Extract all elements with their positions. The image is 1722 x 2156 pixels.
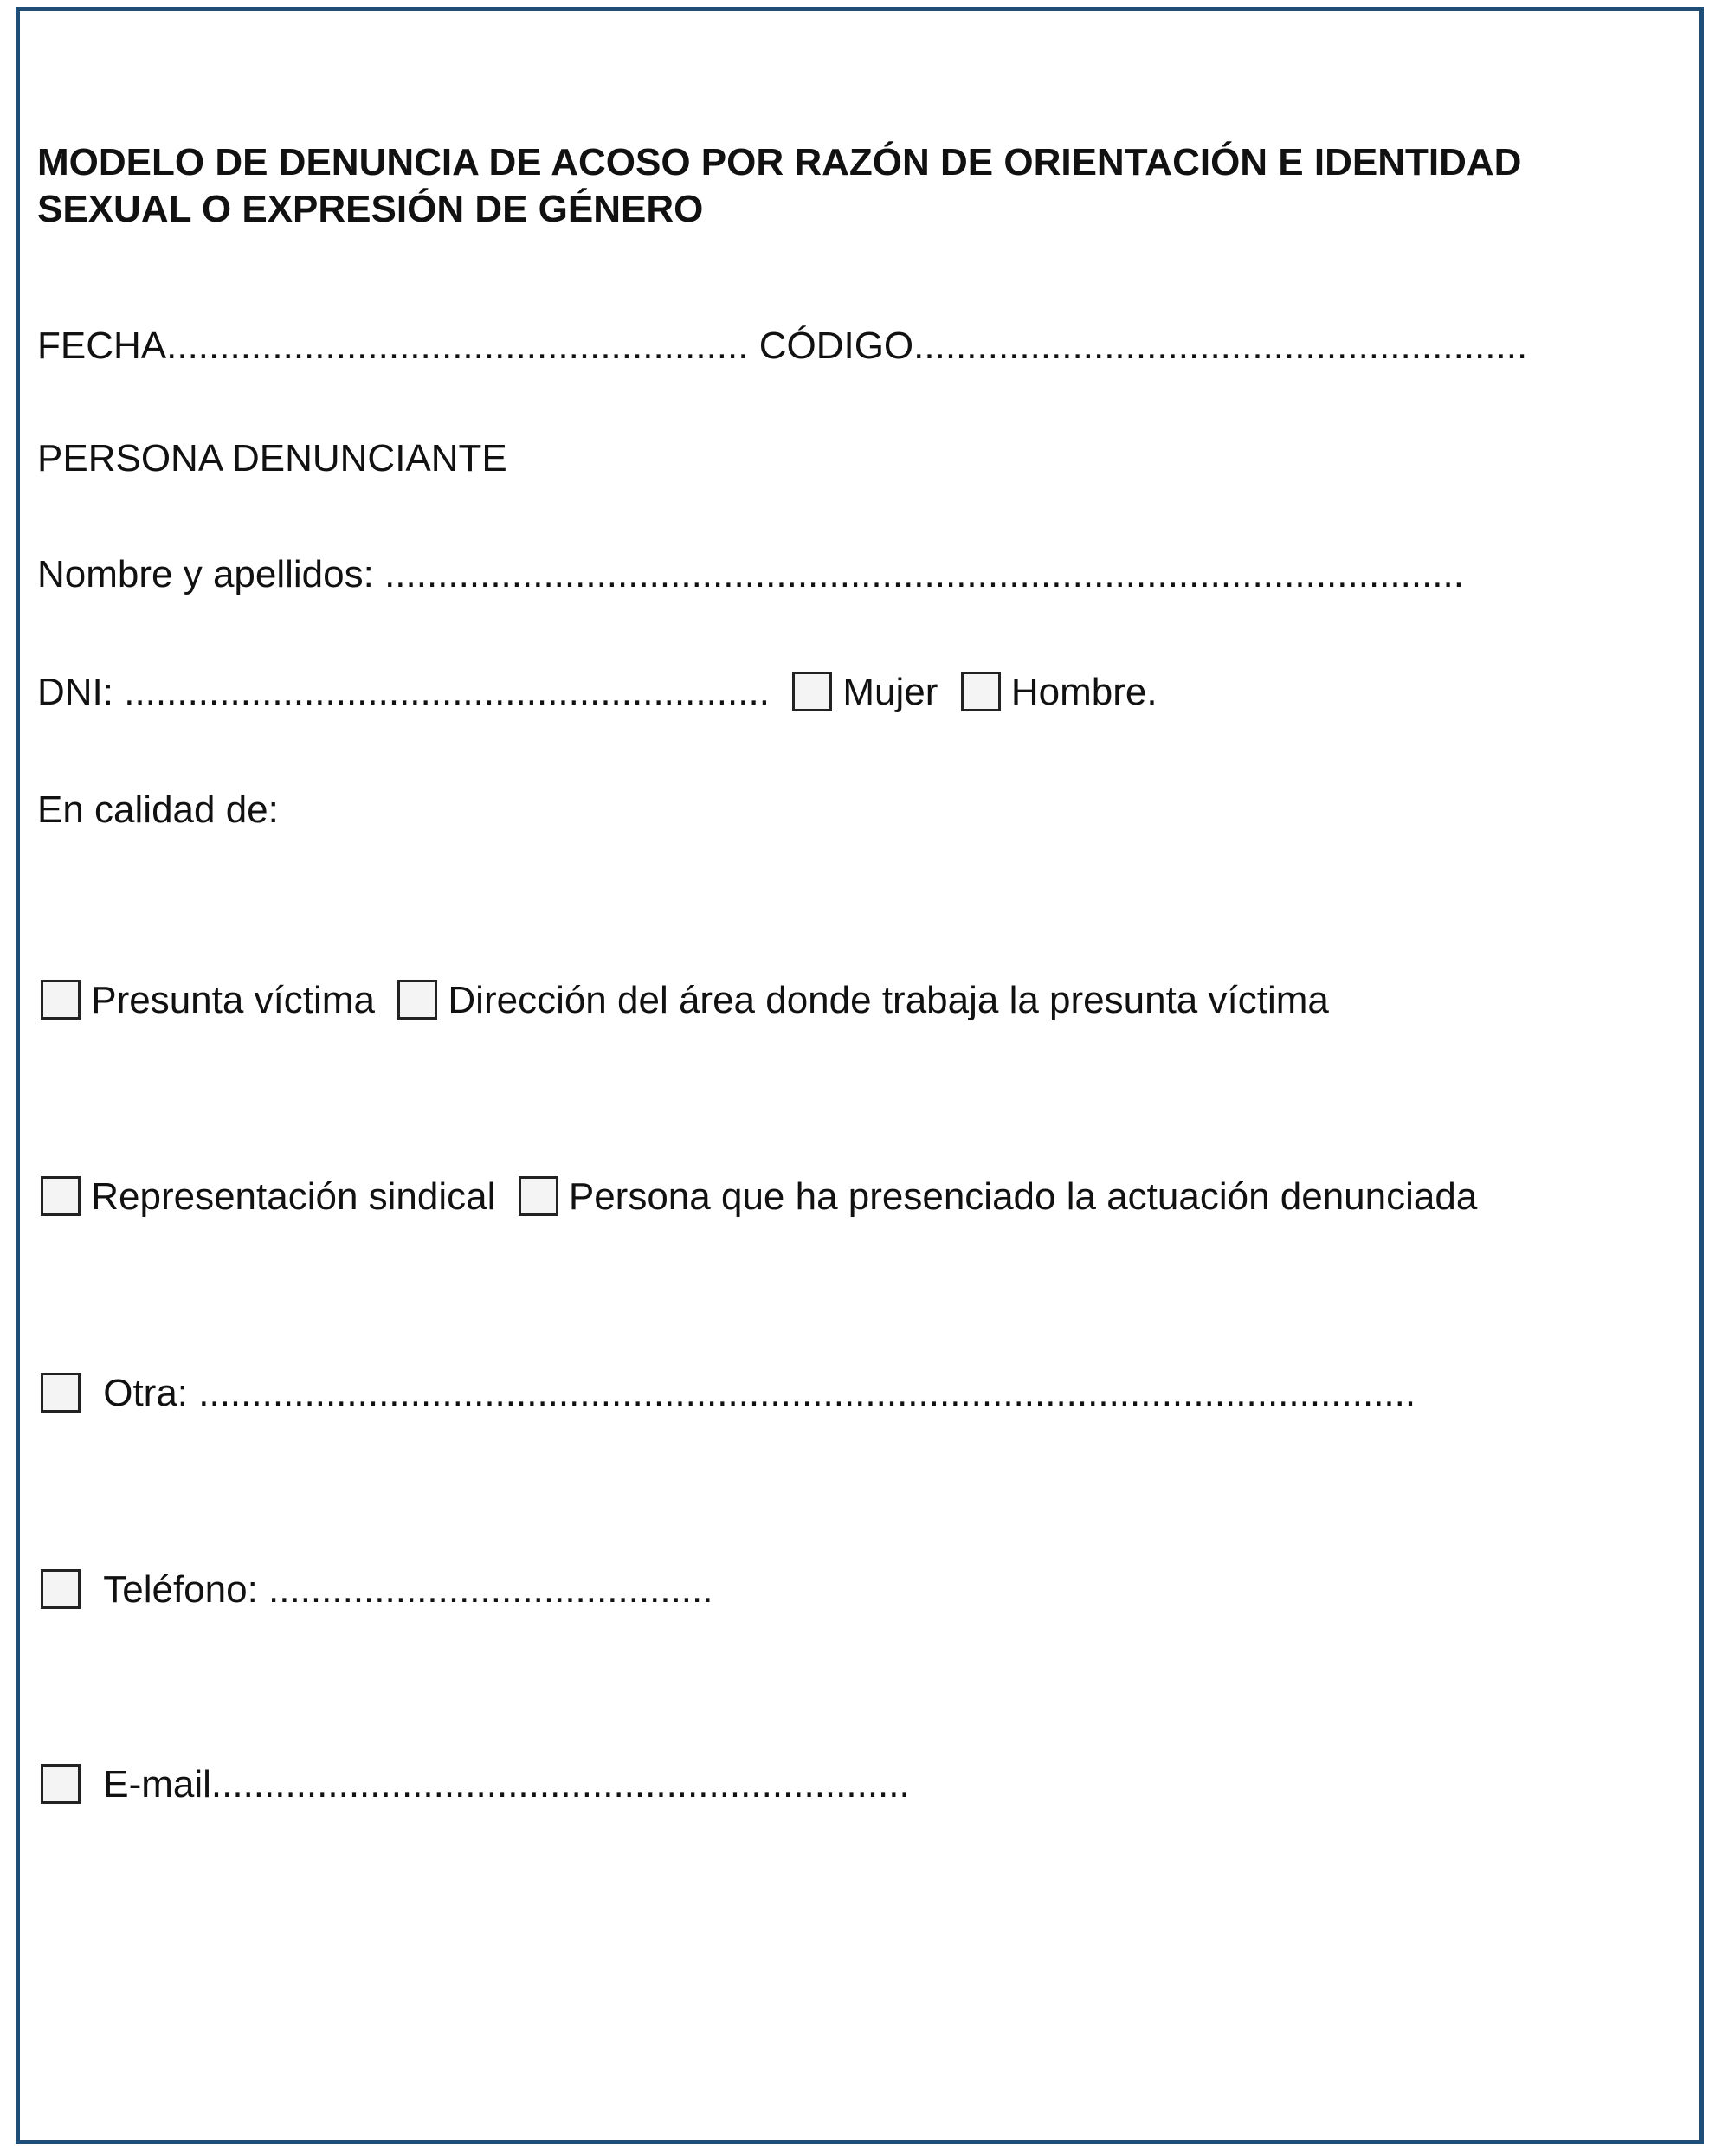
presunta-victima-checkbox[interactable] (41, 980, 81, 1020)
dni-row (37, 669, 1158, 716)
hombre-checkbox[interactable] (961, 672, 1001, 711)
form-frame (16, 7, 1704, 2144)
direccion-area-label: Dirección del área donde trabaja la presunta víctima (448, 979, 1329, 1021)
nombre-apellidos-field[interactable]: Nombre y apellidos: ...................................................................................................... (37, 553, 1464, 595)
form-title-line-2: SEXUAL O EXPRESIÓN DE GÉNERO (37, 188, 704, 230)
email-row (41, 1761, 910, 1808)
presunta-victima-label: Presunta víctima (91, 979, 375, 1021)
email-checkbox[interactable] (41, 1764, 81, 1804)
calidad-row-2 (41, 1174, 1477, 1220)
telefono-row (41, 1567, 713, 1613)
form-title (37, 139, 1682, 233)
otra-row (41, 1370, 1416, 1417)
otra-checkbox[interactable] (41, 1373, 81, 1413)
en-calidad-label: En calidad de: (37, 788, 279, 831)
mujer-label: Mujer (842, 671, 938, 713)
telefono-checkbox[interactable] (41, 1569, 81, 1609)
email-field[interactable]: E-mail.................................................................. (103, 1763, 910, 1805)
mujer-checkbox[interactable] (792, 672, 832, 711)
otra-field[interactable]: Otra: ................................................................................................................... (103, 1372, 1416, 1414)
hombre-label: Hombre. (1010, 671, 1158, 713)
form-title-line-1: MODELO DE DENUNCIA DE ACOSO POR RAZÓN DE ORIENTACIÓN E IDENTIDAD (37, 141, 1522, 183)
representacion-sindical-checkbox[interactable] (41, 1176, 81, 1216)
representacion-sindical-label: Representación sindical (91, 1175, 496, 1218)
persona-presenciado-checkbox[interactable] (519, 1176, 558, 1216)
telefono-field[interactable]: Teléfono: .......................................... (103, 1568, 713, 1611)
dni-field[interactable]: DNI: ............................................................. (37, 671, 770, 713)
calidad-row-1 (41, 977, 1329, 1024)
persona-presenciado-label: Persona que ha presenciado la actuación denunciada (568, 1175, 1478, 1218)
persona-denunciante-heading: PERSONA DENUNCIANTE (37, 437, 507, 479)
direccion-area-checkbox[interactable] (397, 980, 437, 1020)
fecha-codigo-field[interactable]: FECHA....................................................... CÓDIGO.......................................................... (37, 325, 1528, 367)
